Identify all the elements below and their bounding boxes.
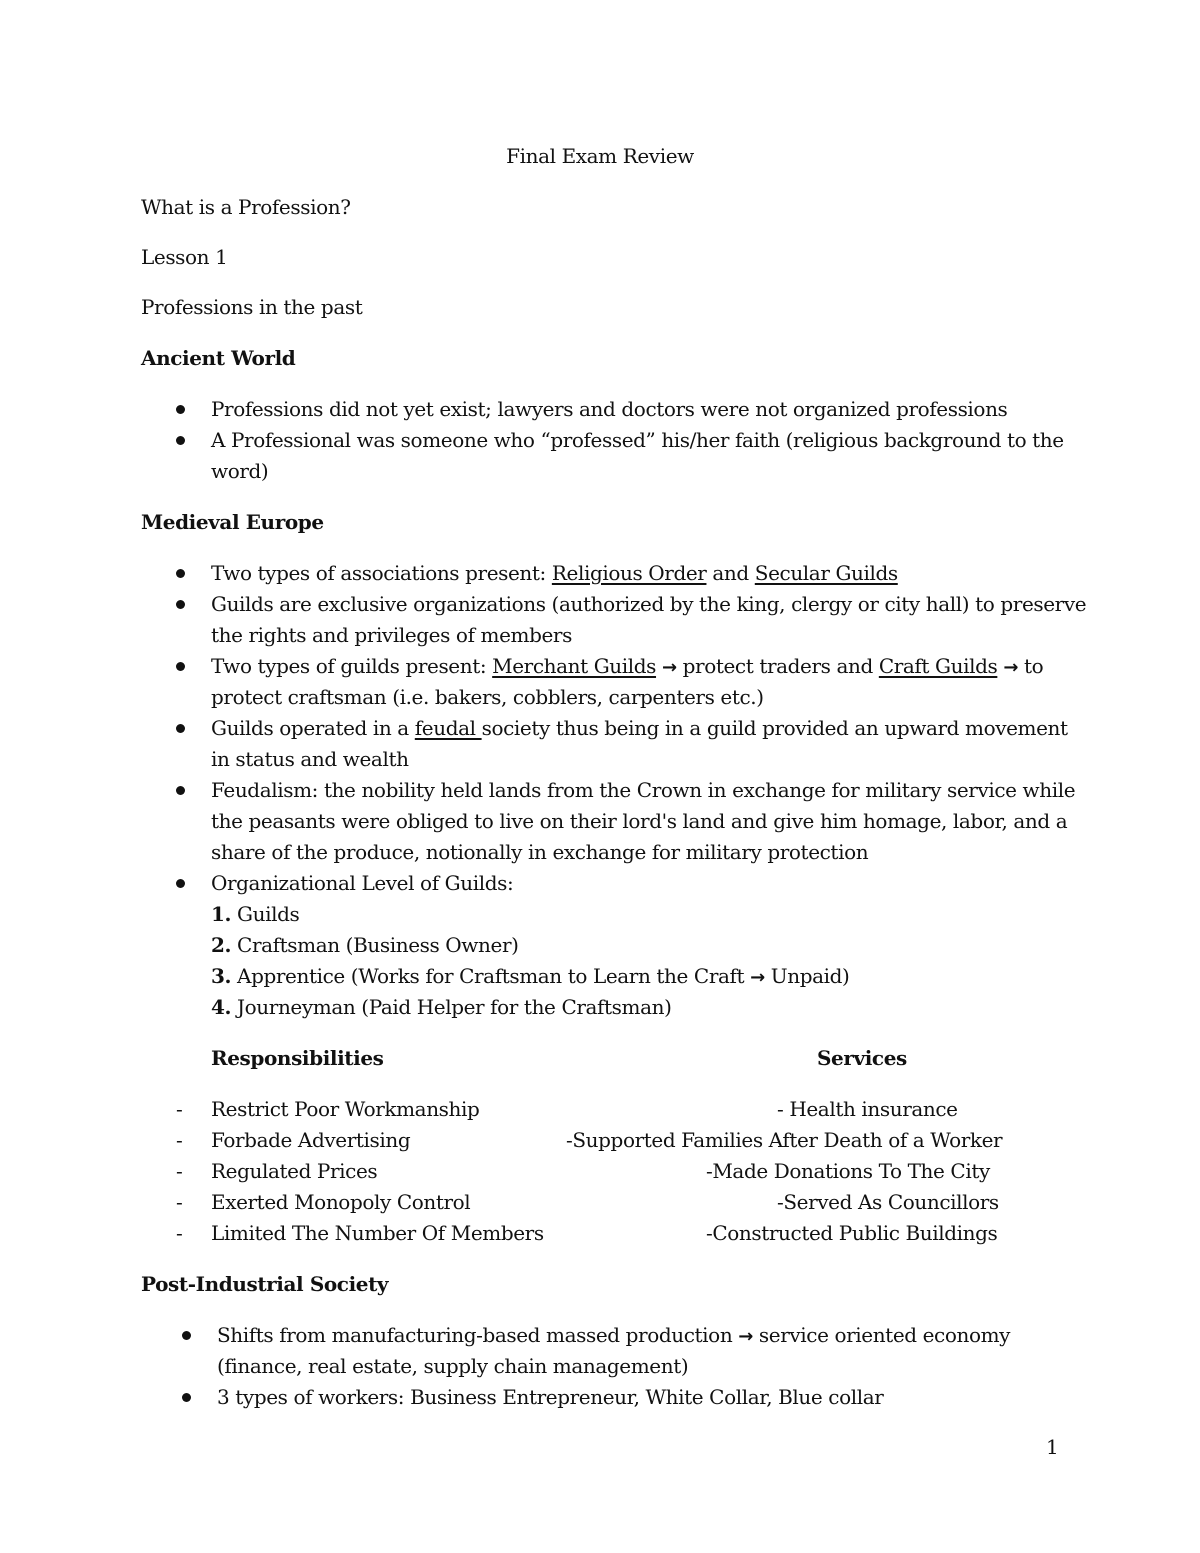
level-number: 3. <box>211 964 232 988</box>
level-text: Journeyman (Paid Helper for the Craftsman) <box>231 995 672 1019</box>
bullet-icon <box>176 724 185 733</box>
medieval-bullet-6: Organizational Level of Guilds: <box>211 871 514 895</box>
bullet-icon <box>182 1331 191 1340</box>
text-segment: society thus being in a guild provided an upward movement <box>481 716 1068 740</box>
arrow-right-icon: → <box>662 657 677 678</box>
medieval-bullet-2-line-2: the rights and privileges of members <box>211 623 572 647</box>
text-segment: to <box>1018 654 1044 678</box>
service-item: - Health insurance <box>777 1097 958 1121</box>
craft-guilds-term: Craft Guilds <box>878 654 998 678</box>
bullet-icon <box>176 436 185 445</box>
question-heading: What is a Profession? <box>141 195 351 219</box>
ancient-bullet-2-line-1: A Professional was someone who “professed” his/her faith (religious background to the <box>211 428 1064 452</box>
level-text: Guilds <box>231 902 300 926</box>
dash-marker: - <box>176 1221 183 1245</box>
medieval-bullet-5-line-2: the peasants were obliged to live on their lord's land and give him homage, labor, and a <box>211 809 1068 833</box>
bullet-icon <box>176 662 185 671</box>
service-item: -Constructed Public Buildings <box>706 1221 998 1245</box>
dash-marker: - <box>176 1190 183 1214</box>
ancient-bullet-1: Professions did not yet exist; lawyers and doctors were not organized professions <box>211 397 1008 421</box>
level-number: 1. <box>211 902 232 926</box>
section-heading-ancient: Ancient World <box>141 346 296 370</box>
responsibility-item: Exerted Monopoly Control <box>211 1190 471 1214</box>
postindustrial-bullet-2: 3 types of workers: Business Entrepreneur, White Collar, Blue collar <box>217 1385 884 1409</box>
medieval-bullet-5-line-3: share of the produce, notionally in exchange for military protection <box>211 840 869 864</box>
level-number: 2. <box>211 933 232 957</box>
bullet-icon <box>176 879 185 888</box>
guild-level-2 <box>211 930 519 961</box>
medieval-bullet-4-line-1 <box>211 713 1068 744</box>
service-item: -Supported Families After Death of a Worker <box>566 1128 1003 1152</box>
dash-marker: - <box>176 1128 183 1152</box>
arrow-right-icon: → <box>1003 657 1018 678</box>
medieval-bullet-2-line-1: Guilds are exclusive organizations (authorized by the king, clergy or city hall) to preserve <box>211 592 1087 616</box>
text-segment: service oriented economy <box>752 1323 1011 1347</box>
feudal-term: feudal <box>414 716 482 740</box>
bullet-icon <box>176 405 185 414</box>
level-text: Unpaid) <box>764 964 850 988</box>
medieval-bullet-3-line-1 <box>211 651 1043 683</box>
arrow-right-icon: → <box>750 967 765 988</box>
responsibility-item: Restrict Poor Workmanship <box>211 1097 480 1121</box>
section-heading-postindustrial: Post-Industrial Society <box>141 1272 389 1296</box>
responsibility-item: Forbade Advertising <box>211 1128 411 1152</box>
medieval-bullet-4-line-2: in status and wealth <box>211 747 409 771</box>
text-segment: protect traders and <box>676 654 879 678</box>
medieval-bullet-1 <box>211 558 898 589</box>
level-text: Apprentice (Works for Craftsman to Learn the Craft <box>231 964 751 988</box>
text-segment: Two types of guilds present: <box>211 654 493 678</box>
guild-level-1 <box>211 899 299 930</box>
dash-marker: - <box>176 1159 183 1183</box>
services-heading: Services <box>817 1046 907 1070</box>
medieval-bullet-3-line-2: protect craftsman (i.e. bakers, cobblers, carpenters etc.) <box>211 685 764 709</box>
document-title: Final Exam Review <box>506 144 694 168</box>
text-segment: Two types of associations present: <box>211 561 552 585</box>
text-segment: Shifts from manufacturing-based massed production <box>217 1323 739 1347</box>
text-segment: Guilds operated in a <box>211 716 415 740</box>
lesson-label: Lesson 1 <box>141 245 228 269</box>
postindustrial-bullet-1-line-1 <box>217 1320 1010 1352</box>
medieval-bullet-5-line-1: Feudalism: the nobility held lands from the Crown in exchange for military service while <box>211 778 1076 802</box>
responsibilities-heading: Responsibilities <box>211 1046 384 1070</box>
level-number: 4. <box>211 995 232 1019</box>
religious-order-term: Religious Order <box>551 561 707 585</box>
guild-level-4 <box>211 992 672 1023</box>
bullet-icon <box>176 786 185 795</box>
dash-marker: - <box>176 1097 183 1121</box>
bullet-icon <box>176 569 185 578</box>
ancient-bullet-2-line-2: word) <box>211 459 269 483</box>
page-number: 1 <box>1046 1435 1059 1459</box>
responsibility-item: Regulated Prices <box>211 1159 378 1183</box>
service-item: -Made Donations To The City <box>706 1159 990 1183</box>
merchant-guilds-term: Merchant Guilds <box>492 654 657 678</box>
responsibility-item: Limited The Number Of Members <box>211 1221 544 1245</box>
topic-label: Professions in the past <box>141 295 363 319</box>
secular-guilds-term: Secular Guilds <box>754 561 898 585</box>
text-segment: and <box>706 561 755 585</box>
arrow-right-icon: → <box>738 1326 753 1347</box>
service-item: -Served As Councillors <box>777 1190 999 1214</box>
bullet-icon <box>182 1393 191 1402</box>
guild-level-3 <box>211 961 849 993</box>
bullet-icon <box>176 600 185 609</box>
level-text: Craftsman (Business Owner) <box>231 933 519 957</box>
section-heading-medieval: Medieval Europe <box>141 510 324 534</box>
postindustrial-bullet-1-line-2: (finance, real estate, supply chain management) <box>217 1354 689 1378</box>
